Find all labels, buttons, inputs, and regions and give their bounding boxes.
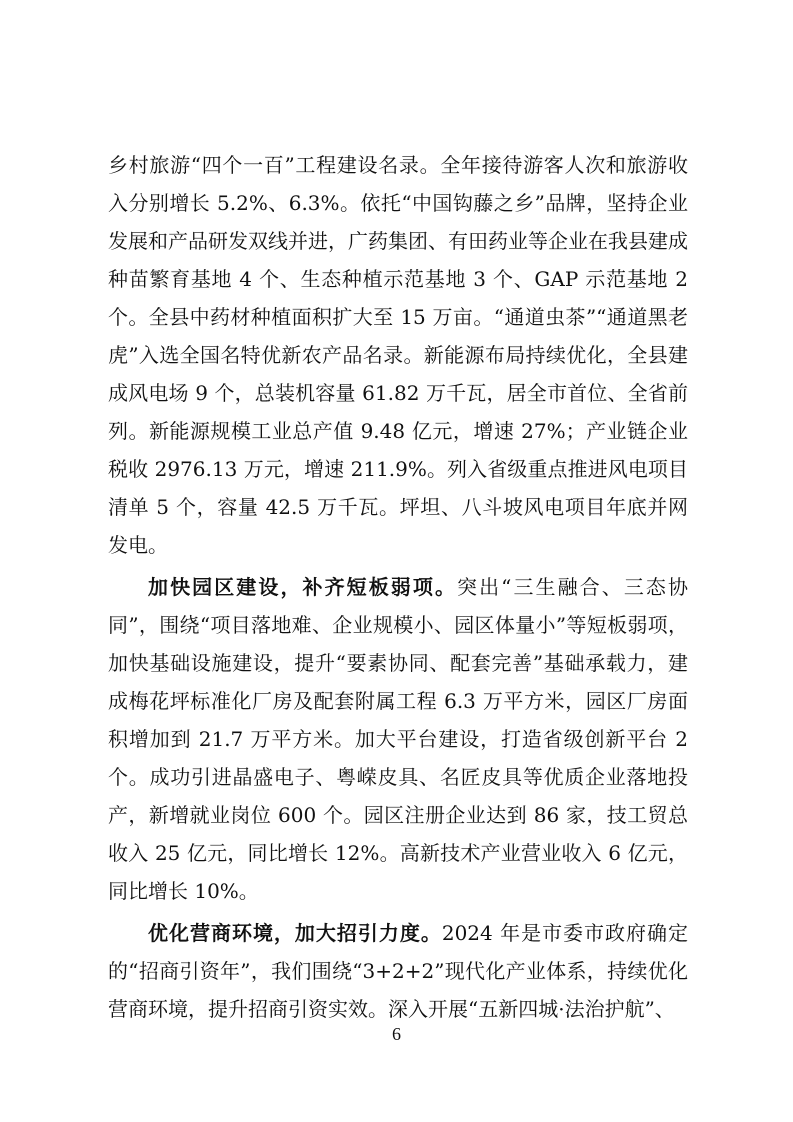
page-number: 6: [392, 1024, 401, 1044]
paragraph-business-environment: [108, 914, 688, 1028]
document-body: [108, 146, 688, 1028]
paragraph-text: 2024 年是市委市政府确定的“招商引资年”，我们围绕“3+2+2”现代化产业体系，持续优化营商环境，提升招商引资实效。深入开展“五新四城·法治护航”、: [108, 921, 688, 1021]
paragraph-text: 乡村旅游“四个一百”工程建设名录。全年接待游客人次和旅游收入分别增长 5.2%、6.3%。依托“中国钩藤之乡”品牌，坚持企业发展和产品研发双线并进，广药集团、有田药业等企业在我县建成种苗繁育基地 4 个、生态种植示范基地 3 个、GAP 示范基地 2 个。全县中药材种植面积扩大至 15 万亩。“通道虫茶”“通道黑老虎”入选全国名特优新农产品名录。新能源布局持续优化，全县建成风电场 9 个，总装机容量 61.82 万千瓦，居全市首位、全省前列。新能源规模工业总产值 9.48 亿元，增速 27%；产业链企业税收 2976.13 万元，增速 211.9%。列入省级重点推进风电项目清单 5 个，容量 42.5 万千瓦。坪坦、八斗坡风电项目年底并网发电。: [108, 153, 688, 557]
paragraph-rural-tourism-and-industry: [108, 146, 688, 564]
paragraph-heading: 优化营商环境，加大招引力度。: [148, 921, 442, 945]
paragraph-text: 突出“三生融合、三态协同”，围绕“项目落地难、企业规模小、园区体量小”等短板弱项，加快基础设施建设，提升“要素协同、配套完善”基础承载力，建成梅花坪标准化厂房及配套附属工程 6.3 万平方米，园区厂房面积增加到 21.7 万平方米。加大平台建设，打造省级创新平台 2 个。成功引进晶盛电子、粤嵘皮具、名匠皮具等优质企业落地投产，新增就业岗位 600 个。园区注册企业达到 86 家，技工贸总收入 25 亿元，同比增长 12%。高新技术产业营业收入 6 亿元，同比增长 10%。: [108, 575, 688, 903]
paragraph-park-construction: [108, 568, 688, 910]
paragraph-heading: 加快园区建设，补齐短板弱项。: [148, 575, 458, 599]
